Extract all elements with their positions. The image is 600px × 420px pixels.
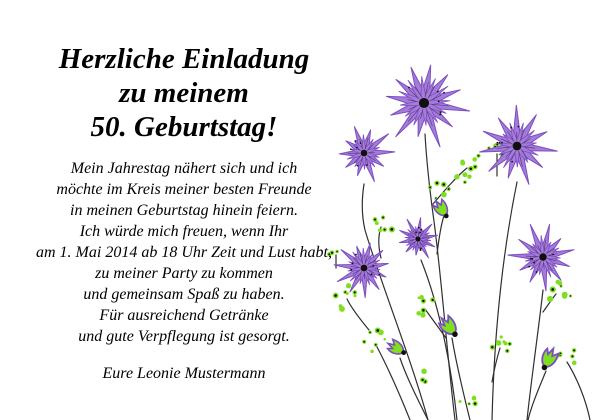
body-line-8: Für ausreichend Getränke (99, 307, 269, 324)
title-line-1: Herzliche Einladung (58, 43, 310, 75)
body-line-7: und gemeinsam Spaß zu haben. (83, 286, 285, 303)
title-line-3: 50. Geburtstag! (90, 111, 278, 143)
body-line-4: Ich würde mich freuen, wenn Ihr (79, 223, 289, 240)
body-line-1: Mein Jahrestag nähert sich und ich (70, 160, 298, 177)
title-line-2: zu meinem (119, 77, 249, 109)
body-line-5: am 1. Mai 2014 ab 18 Uhr Zeit und Lust habt, (35, 244, 332, 261)
body-line-2: möchte im Kreis meiner besten Freunde (56, 181, 312, 198)
body-line-6: zu meiner Party zu kommen (95, 265, 273, 282)
invitation-body (3, 158, 365, 347)
invitation-signature (3, 363, 365, 384)
body-line-3: in meinen Geburtstag hinein feiern. (70, 202, 298, 219)
signature-line: Eure Leonie Mustermann (102, 365, 266, 382)
invitation-title (3, 42, 365, 144)
body-line-9: und gute Verpflegung ist gesorgt. (78, 328, 290, 345)
